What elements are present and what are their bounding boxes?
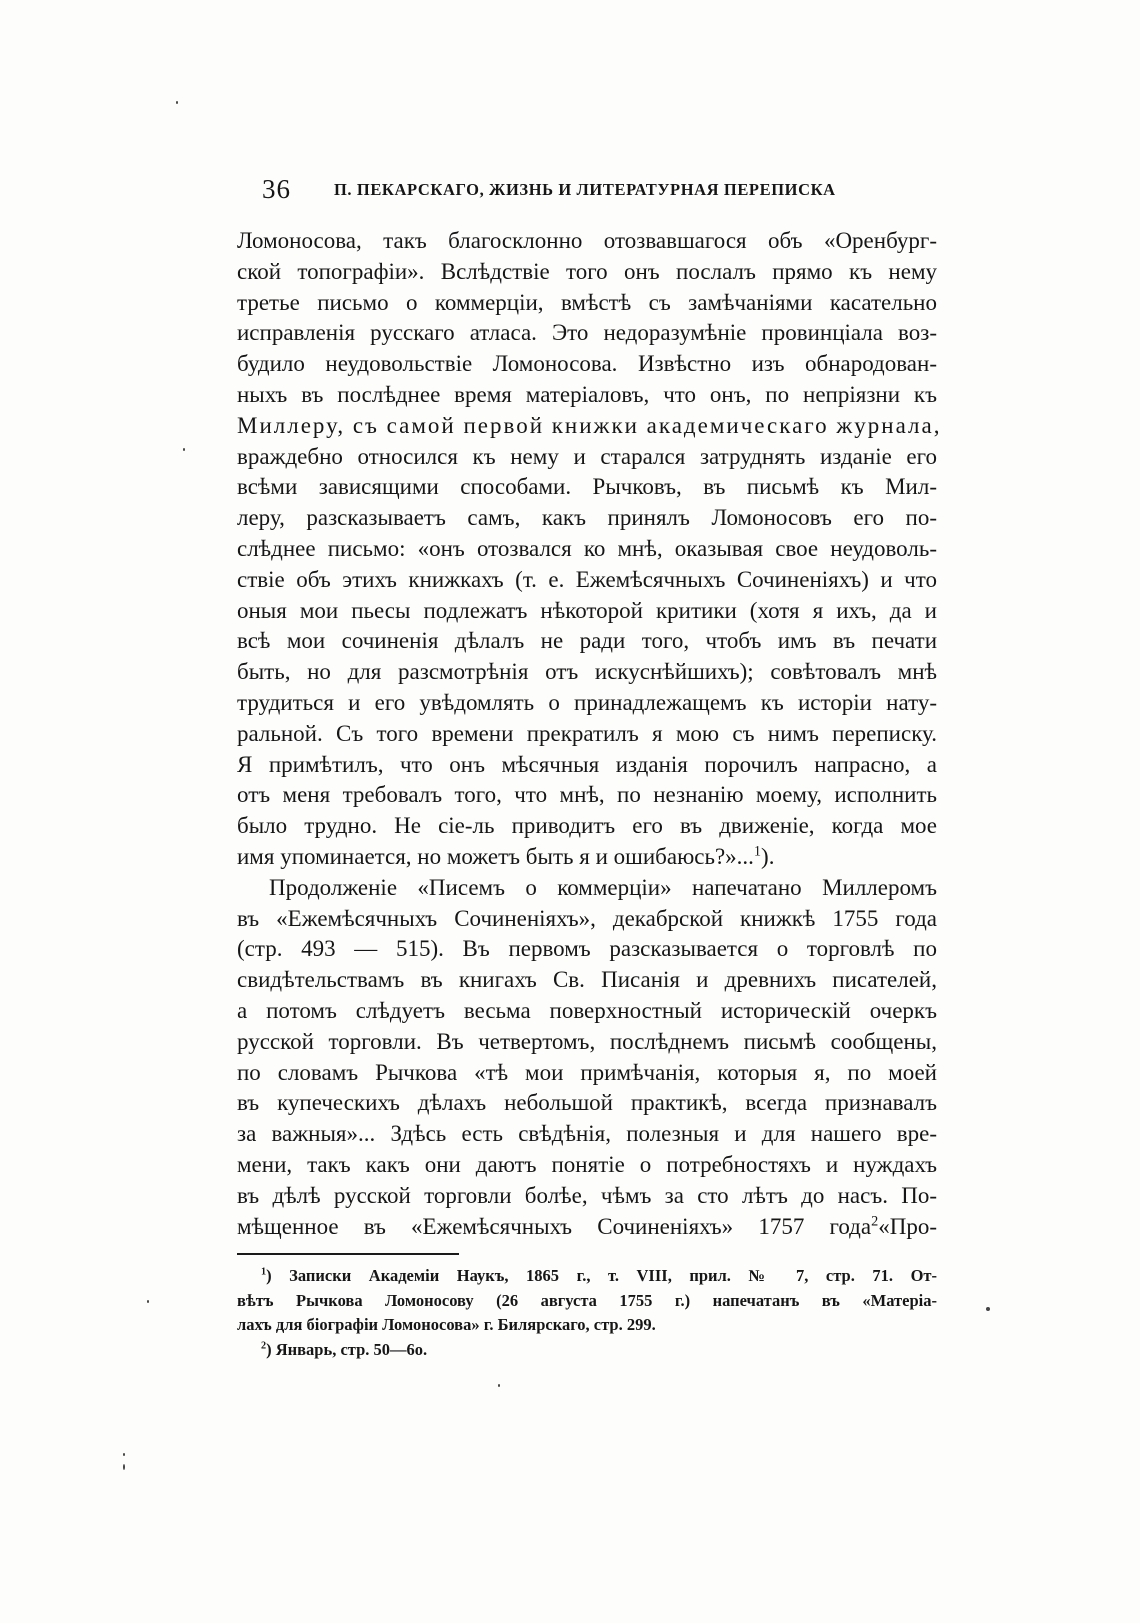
text-line: Продолженіе «Писемъ о коммерціи» напечатано Миллеромъ <box>269 874 937 900</box>
scan-speck <box>123 1464 125 1470</box>
text-line: а потомъ слѣдуетъ весьма поверхностный историческій очеркъ <box>237 997 937 1023</box>
text-line: въ купеческихъ дѣлахъ небольшой практикѣ, всегда признавалъ <box>237 1090 937 1116</box>
footnote-ref: 2 <box>871 1212 879 1229</box>
footnote-text: ) Записки Академіи Наукъ, 1865 г., т. VIII, прил. № 7, стр. 71. От- <box>266 1266 937 1285</box>
text-line: слѣднее письмо: «онъ отозвался ко мнѣ, оказывая свое неудоволь- <box>237 535 937 561</box>
text-line: ныхъ въ послѣднее время матеріаловъ, что онъ, по непріязни къ <box>237 381 937 407</box>
text-line: въ «Ежемѣсячныхъ Сочиненіяхъ», декабрской книжкѣ 1755 года <box>237 905 937 931</box>
footnote-marker: 1 <box>261 1266 267 1278</box>
scan-speck <box>183 448 185 451</box>
page-number: 36 <box>262 174 291 204</box>
scan-speck <box>147 1300 149 1303</box>
text-line: по словамъ Рычкова «тѣ мои примѣчанія, которыя я, по моей <box>237 1059 937 1085</box>
text-line: въ дѣлѣ русской торговли болѣе, чѣмъ за сто лѣтъ до насъ. По- <box>237 1182 937 1208</box>
text-line: Ломоносова, такъ благосклонно отозвавшагося объ «Оренбург- <box>237 228 937 253</box>
footnote-line: вѣтъ Рычкова Ломоносову (26 августа 1755 г.) напечатанъ въ «Матеріа- <box>237 1290 937 1310</box>
scan-speck <box>123 1453 125 1456</box>
text-line-content: мѣщенное въ «Ежемѣсячныхъ Сочиненіяхъ» 1757 года <box>237 1213 872 1239</box>
text-line-tail: «Про- <box>878 1213 937 1239</box>
footnote-ref: 1 <box>753 843 762 860</box>
text-line: было трудно. Не сіе-ль приводитъ его въ движеніе, когда мое <box>237 813 937 839</box>
text-line: трудиться и его увѣдомлять о принадлежащемъ къ исторіи нату- <box>237 689 937 715</box>
text-line: всѣ мои сочиненія дѣлалъ не ради того, чтобъ имъ въ печати <box>237 628 937 654</box>
text-line: ствіе объ этихъ книжкахъ (т. е. Ежемѣсячныхъ Сочиненіяхъ) и что <box>237 566 937 592</box>
text-line: ской топографіи». Вслѣдствіе того онъ послалъ прямо къ нему <box>237 258 937 284</box>
footnotes <box>237 1264 937 1362</box>
footnote-marker: 2 <box>261 1340 267 1351</box>
running-head <box>262 174 922 204</box>
text-line: быть, но для разсмотрѣнія отъ искуснѣйшихъ); совѣтовалъ мнѣ <box>237 659 937 685</box>
text-line: будило неудовольствіе Ломоносова. Извѣстно изъ обнародован- <box>237 351 937 377</box>
scan-speck <box>986 1307 990 1311</box>
scan-speck <box>498 1384 500 1387</box>
text-line: третье письмо о коммерціи, вмѣстѣ съ замѣчаніями касательно <box>237 289 937 315</box>
text-line <box>237 842 937 873</box>
running-head-title: П. ПЕКАРСКАГО, ЖИЗНЬ И ЛИТЕРАТУРНАЯ ПЕРЕПИСКА <box>334 180 836 199</box>
text-line: оныя мои пьесы подлежатъ нѣкоторой критики (хотя я ихъ, да и <box>237 597 937 623</box>
text-line: за важныя»... Здѣсь есть свѣдѣнія, полезныя и для нашего вре- <box>237 1121 937 1147</box>
footnote-line <box>237 1264 937 1289</box>
text-line: исправленія русскаго атласа. Это недоразумѣніе провинціала воз- <box>237 320 937 346</box>
text-line: всѣми зависящими способами. Рычковъ, въ письмѣ къ Мил- <box>237 474 937 500</box>
footnote-text: ) Январь, стр. 50—6о. <box>266 1339 428 1359</box>
text-line: ральной. Съ того времени прекратилъ я мою съ нимъ переписку. <box>237 720 937 746</box>
text-line: русской торговли. Въ четвертомъ, послѣднемъ письмѣ сообщены, <box>237 1028 937 1054</box>
text-line: отъ меня требовалъ того, что мнѣ, по незнанію моему, исполнить <box>237 782 937 808</box>
text-line: (стр. 493 — 515). Въ первомъ разсказывается о торговлѣ по <box>237 936 937 962</box>
text-line: враждебно относился къ нему и старался затруднять изданіе его <box>237 443 937 469</box>
footnote-line: лахъ для біографіи Ломоносова» г. Билярскаго, стр. 299. <box>237 1315 656 1334</box>
footnote-line <box>237 1338 937 1363</box>
text-line: леру, разсказываетъ самъ, какъ принялъ Ломоносовъ его по- <box>237 505 937 531</box>
text-line: мени, такъ какъ они даютъ понятіе о потребностяхъ и нуждахъ <box>237 1151 937 1177</box>
text-line-tail: ). <box>761 843 775 869</box>
text-line-content: имя упоминается, но можетъ быть я и ошибаюсь?»... <box>237 843 754 869</box>
text-line: Миллеру, съ самой первой книжки академическаго журнала, <box>237 412 942 438</box>
footnote-rule <box>237 1253 459 1255</box>
body-text <box>237 226 942 1242</box>
scan-speck <box>176 101 178 104</box>
text-line: свидѣтельствамъ въ книгахъ Св. Писанія и древнихъ писателей, <box>237 967 937 993</box>
text-line <box>237 1212 937 1243</box>
text-line: Я примѣтилъ, что онъ мѣсячныя изданія порочилъ напрасно, а <box>237 751 937 777</box>
